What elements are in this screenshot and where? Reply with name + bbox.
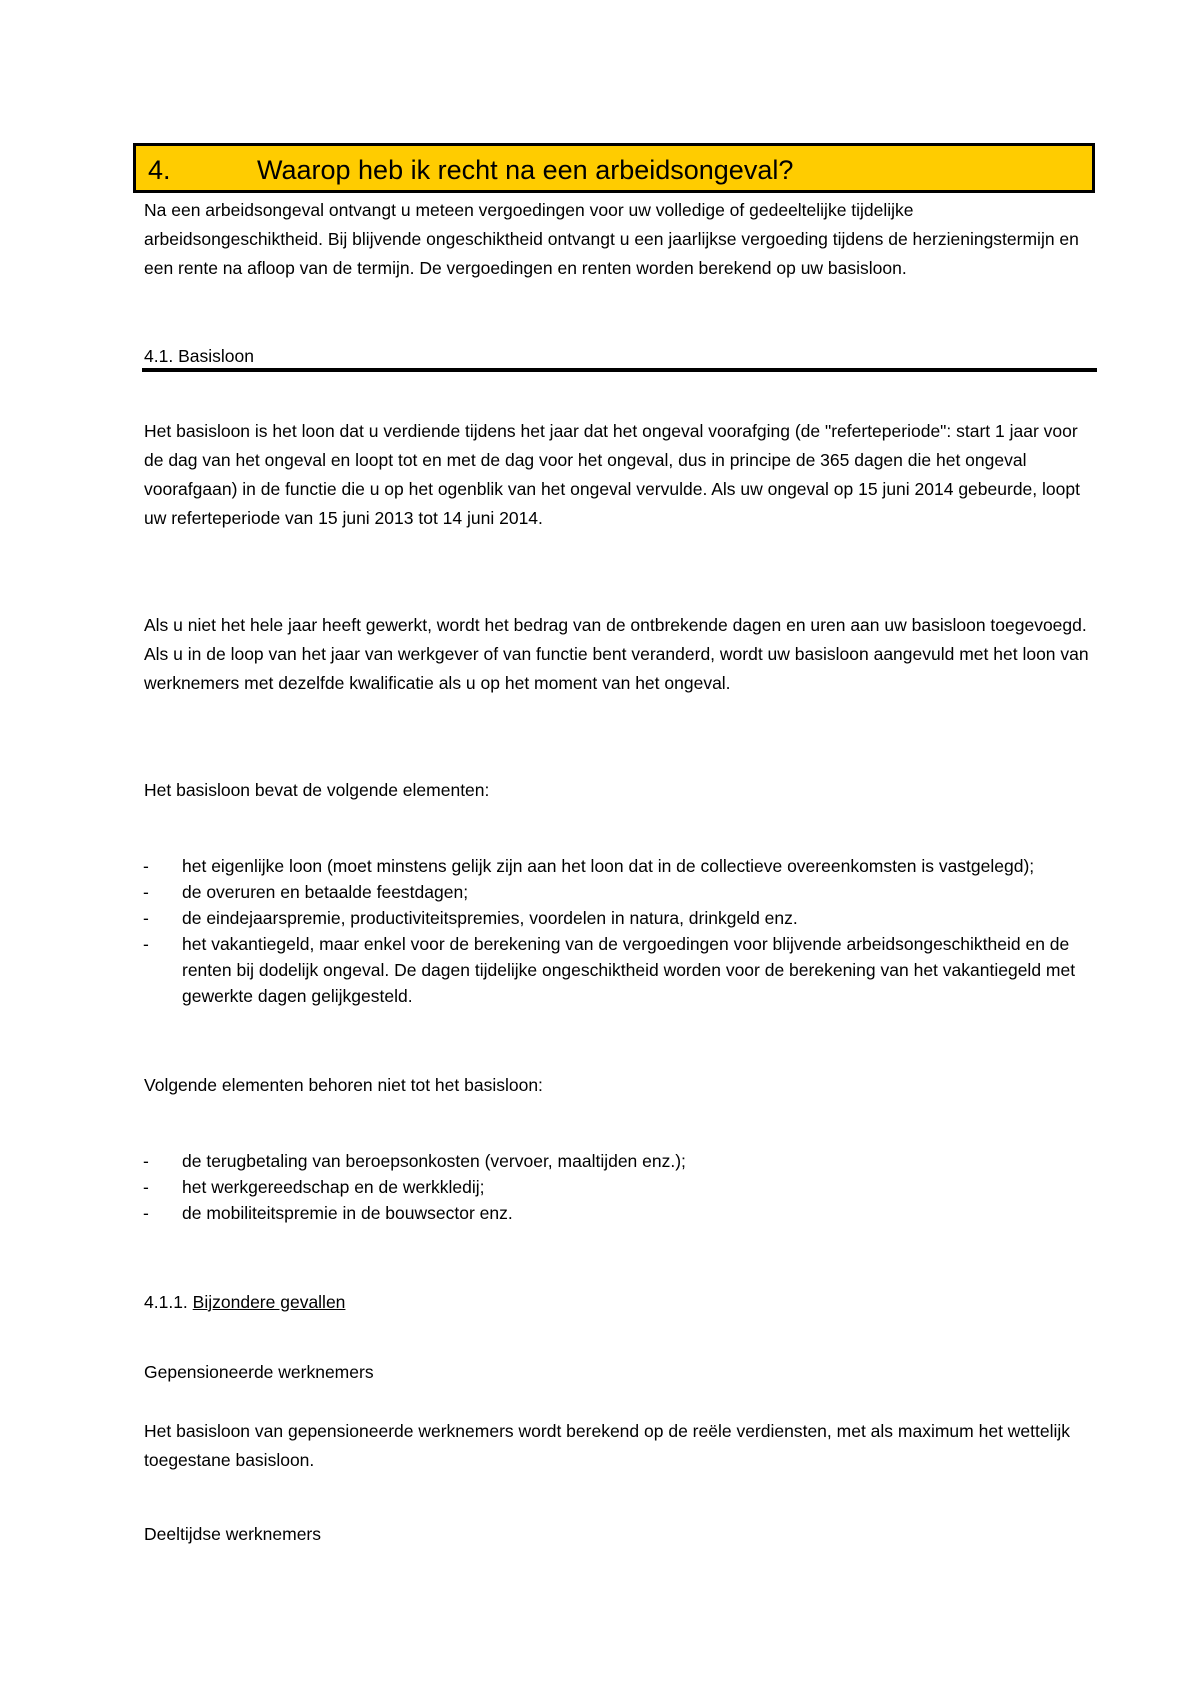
list-item: - de mobiliteitspremie in de bouwsector enz. bbox=[143, 1203, 513, 1223]
list-item: - de terugbetaling van beroepsonkosten (vervoer, maaltijden enz.); bbox=[143, 1151, 686, 1171]
retired-paragraph: Het basisloon van gepensioneerde werknemers wordt berekend op de reële verdiensten, met als maximum het wettelijk toegestane basisloon. bbox=[144, 1421, 1071, 1470]
list-item: - het eigenlijke loon (moet minstens gelijk zijn aan het loon dat in de collectieve overeenkomsten is vastgelegd); bbox=[143, 856, 1035, 876]
parttime-heading: Deeltijdse werknemers bbox=[144, 1524, 322, 1544]
retired-heading: Gepensioneerde werknemers bbox=[144, 1362, 374, 1382]
basisloon-paragraph-2: Als u niet het hele jaar heeft gewerkt, wordt het bedrag van de ontbrekende dagen en uren aan uw basisloon toegevoegd. Als u in de loop van het jaar van werkgever of van functie bent veranderd, wordt uw basisloon aangevuld met het loon van werknemers met dezelfde kwalificatie als u op het moment van het ongeval. bbox=[144, 615, 1089, 693]
section-4-1-heading bbox=[144, 344, 254, 368]
chapter-title: Waarop heb ik recht na een arbeidsongeval? bbox=[257, 155, 794, 185]
section-4-1-1-title: Bijzondere gevallen bbox=[192, 1292, 346, 1312]
excluded-intro: Volgende elementen behoren niet tot het basisloon: bbox=[144, 1075, 543, 1095]
section-4-1-1-heading bbox=[144, 1290, 345, 1314]
chapter-number: 4. bbox=[148, 155, 171, 185]
intro-paragraph: Na een arbeidsongeval ontvangt u meteen vergoedingen voor uw volledige of gedeeltelijke tijdelijke arbeidsongeschiktheid. Bij blijvende ongeschiktheid ontvangt u een jaarlijkse vergoeding tijdens de herzieningstermijn en een rente na afloop van de termijn. De vergoedingen en renten worden berekend op uw basisloon. bbox=[144, 200, 1079, 278]
excluded-list bbox=[140, 1148, 1090, 1226]
list-item: - de overuren en betaalde feestdagen; bbox=[143, 882, 469, 902]
included-list bbox=[140, 853, 1090, 1009]
list-item: - het vakantiegeld, maar enkel voor de berekening van de vergoedingen voor blijvende arbeidsongeschiktheid en de renten bij dodelijk ongeval. De dagen tijdelijke ongeschiktheid worden voor de berekening van het vakantiegeld met gewerkte dagen gelijkgesteld. bbox=[143, 934, 1076, 1006]
basisloon-paragraph-1: Het basisloon is het loon dat u verdiende tijdens het jaar dat het ongeval voorafging (de "referteperiode": start 1 jaar voor de dag van het ongeval en loopt tot en met de dag voor het ongeval, dus in principe de 365 dagen die het ongeval voorafgaan) in de functie die u op het ogenblik van het ongeval vervulde. Als uw ongeval op 15 juni 2014 gebeurde, loopt uw referteperiode van 15 juni 2013 tot 14 juni 2014. bbox=[144, 421, 1080, 528]
section-4-1-title: Basisloon bbox=[178, 346, 254, 366]
section-4-1-1-number: 4.1.1. bbox=[144, 1292, 188, 1312]
list-item: - het werkgereedschap en de werkkledij; bbox=[143, 1177, 485, 1197]
section-divider bbox=[142, 368, 1097, 372]
list-item: - de eindejaarspremie, productiviteitspremies, voordelen in natura, drinkgeld enz. bbox=[143, 908, 798, 928]
included-intro: Het basisloon bevat de volgende elementen: bbox=[144, 780, 490, 800]
section-4-1-number: 4.1. bbox=[144, 346, 174, 366]
chapter-heading-box bbox=[133, 143, 1095, 193]
